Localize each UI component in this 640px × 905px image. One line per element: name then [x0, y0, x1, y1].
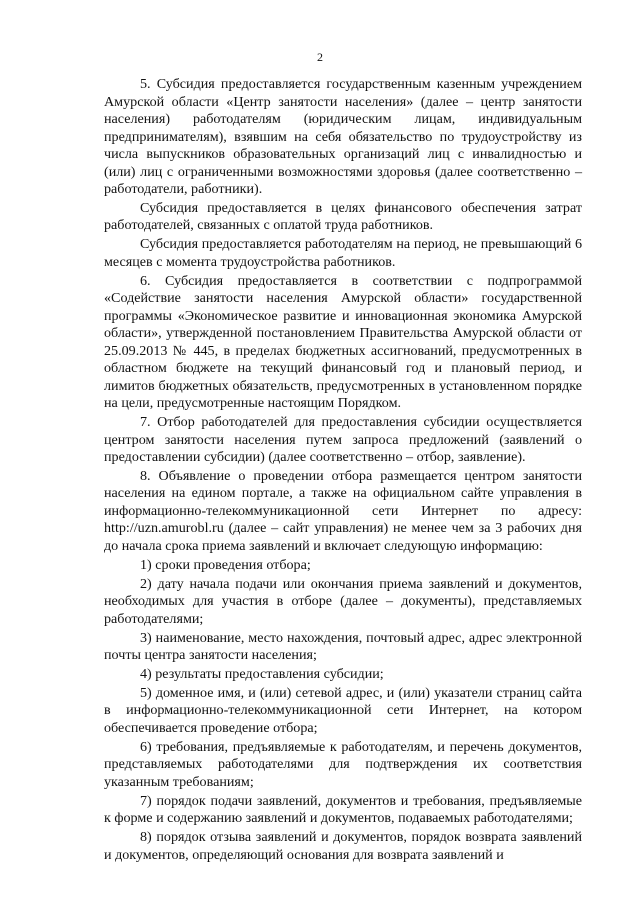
paragraph-subsidy-period: Субсидия предоставляется работодателям на период, не превышающий 6 месяцев с момента трудоустройства работников. [104, 236, 582, 270]
list-item-8-withdrawal-procedure: 8) порядок отзыва заявлений и документов, порядок возврата заявлений и документов, определяющий основания для возврата заявлений и [104, 829, 582, 863]
paragraph-6-legal-basis: 6. Субсидия предоставляется в соответствии с подпрограммой «Содействие занятости населения Амурской области» государственной программы «Экономическое развитие и инновационная экономика Амурской области», утвержденной постановлением Правительства Амурской области от 25.09.2013 № 445, в пределах бюджетных ассигнований, предусмотренных в областном бюджете на текущий финансовый год и плановый период, и лимитов бюджетных обязательств, предусмотренных в установленном порядке на цели, предусмотренные настоящим Порядком. [104, 272, 582, 412]
list-item-7-submission-procedure: 7) порядок подачи заявлений, документов и требования, предъявляемые к форме и содержанию заявлений и документов, подаваемых работодателями; [104, 792, 582, 827]
document-body [104, 76, 582, 865]
list-item-5-domain-name: 5) доменное имя, и (или) сетевой адрес, и (или) указатели страниц сайта в информационно-телекоммуникационной сети Интернет, на котором обеспечивается проведение отбора; [104, 684, 582, 736]
paragraph-7-selection: 7. Отбор работодателей для предоставления субсидии осуществляется центром занятости населения путем запроса предложений (заявлений о предоставлении субсидии) (далее соответственно – отбор, заявление). [104, 414, 582, 466]
paragraph-5-subsidy-provider: 5. Субсидия предоставляется государственным казенным учреждением Амурской области «Центр занятости населения» (далее – центр занятости населения) работодателям (юридическим лицам, индивидуальным предпринимателям), взявшим на себя обязательство по трудоустройству из числа выпускников образовательных организаций лиц с инвалидностью и (или) лиц с ограниченными возможностями здоровья (далее соответственно – работодатели, работники). [104, 76, 582, 197]
list-item-6-requirements: 6) требования, предъявляемые к работодателям, и перечень документов, представляемых работодателями для подтверждения их соответствия указанным требованиям; [104, 738, 582, 790]
list-item-2-submission-dates: 2) дату начала подачи или окончания приема заявлений и документов, необходимых для участия в отборе (далее – документы), представляемых работодателями; [104, 575, 582, 627]
paragraph-8-announcement: 8. Объявление о проведении отбора размещается центром занятости населения на едином портале, а также на официальном сайте управления в информационно-телекоммуникационной сети Интернет по адресу: http://uzn.amurobl.ru (далее – сайт управления) не менее чем за 3 рабочих дня до начала срока приема заявлений и включает следующую информацию: [104, 467, 582, 554]
list-item-3-center-contacts: 3) наименование, место нахождения, почтовый адрес, адрес электронной почты центра занятости населения; [104, 629, 582, 664]
paragraph-subsidy-purpose: Субсидия предоставляется в целях финансового обеспечения затрат работодателей, связанных с оплатой труда работников. [104, 199, 582, 234]
list-item-4-subsidy-results: 4) результаты предоставления субсидии; [140, 666, 384, 683]
list-item-1-selection-dates: 1) сроки проведения отбора; [140, 556, 311, 573]
page-number: 2 [317, 50, 323, 64]
